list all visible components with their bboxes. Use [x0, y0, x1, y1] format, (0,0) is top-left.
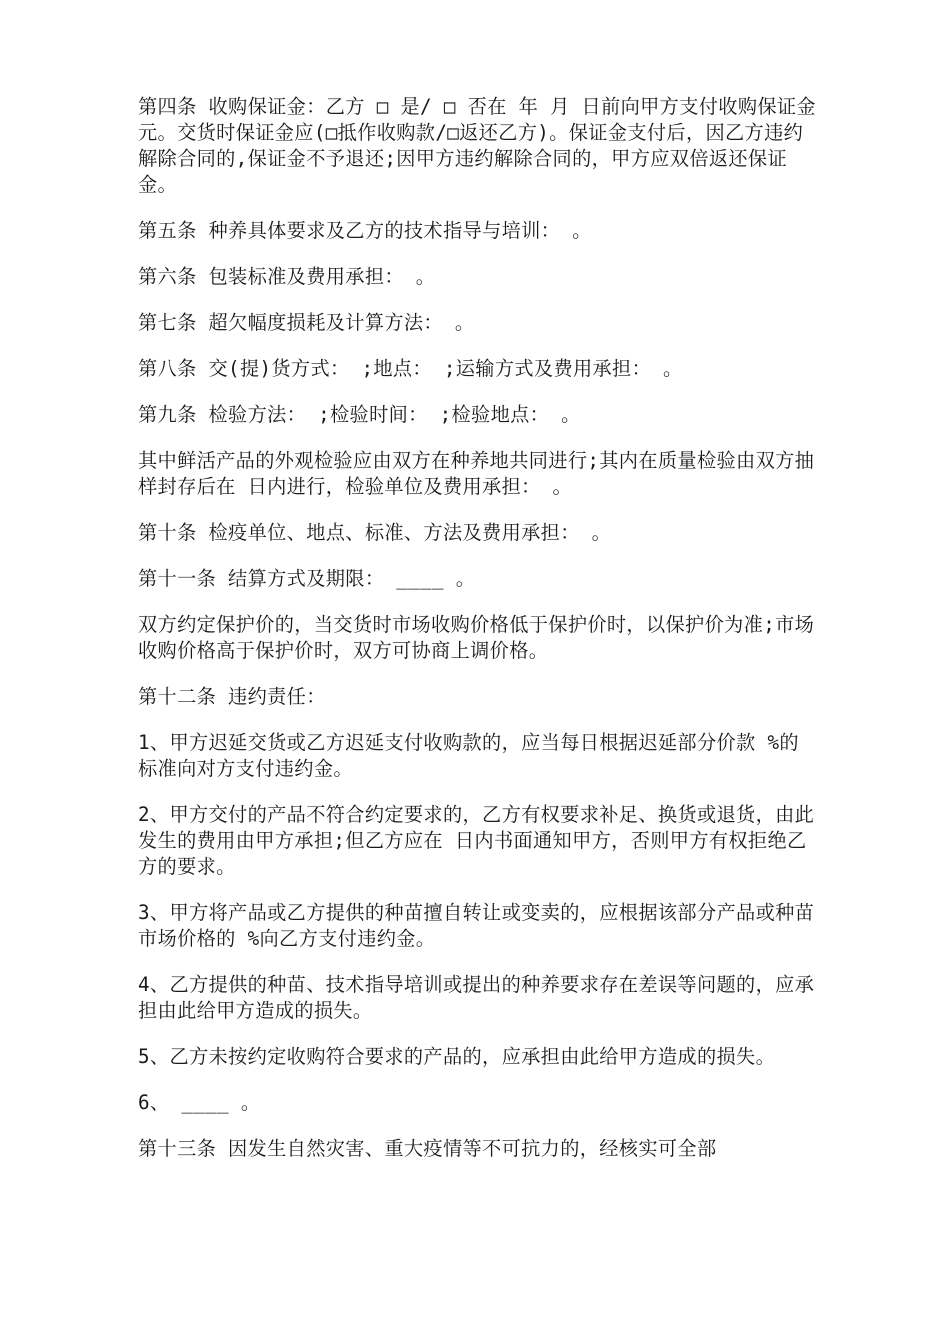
liability-item-1: 1、甲方迟延交货或乙方迟延支付收购款的，应当每日根据迟延部分价款 %的标准向对方支付违约金。: [138, 731, 799, 780]
liability-item-3: 3、甲方将产品或乙方提供的种苗擅自转让或变卖的，应根据该部分产品或种苗市场价格的 %向乙方支付违约金。: [138, 901, 815, 950]
liability-item-5: 5、乙方未按约定收购符合要求的产品的，应承担由此给甲方造成的损失。: [138, 1045, 776, 1068]
clause-9-detail: 其中鲜活产品的外观检验应由双方在种养地共同进行;其内在质量检验由双方抽样封存后在 日内进行，检验单位及费用承担： 。: [138, 449, 815, 498]
liability-item-2: 2、甲方交付的产品不符合约定要求的，乙方有权要求补足、换货或退货，由此发生的费用由甲方承担;但乙方应在 日内书面通知甲方，否则甲方有权拒绝乙方的要求。: [138, 803, 815, 878]
clause-4-deposit: 第四条 收购保证金：乙方 □ 是/ □ 否在 年 月 日前向甲方支付收购保证金 元。交货时保证金应(□抵作收购款/□返还乙方)。保证金支付后，因乙方违约解除合同的,保证金不予退还;因甲方违约解除合同的，甲方应双倍返还保证金。: [138, 95, 828, 196]
clause-6-packaging: 第六条 包装标准及费用承担： 。: [138, 265, 436, 288]
clause-8-delivery: 第八条 交(提)货方式： ;地点： ;运输方式及费用承担： 。: [138, 357, 683, 380]
clause-9-inspection: 第九条 检验方法： ;检验时间： ;检验地点： 。: [138, 403, 581, 426]
clause-7-loss: 第七条 超欠幅度损耗及计算方法： 。: [138, 311, 475, 334]
liability-item-6: 6、 ____ 。: [138, 1091, 261, 1114]
clause-11-settlement: 第十一条 结算方式及期限： ____ 。: [138, 567, 476, 590]
clause-10-quarantine: 第十条 检疫单位、地点、标准、方法及费用承担： 。: [138, 521, 612, 544]
liability-item-4: 4、乙方提供的种苗、技术指导培训或提出的种养要求存在差误等问题的，应承担由此给甲方造成的损失。: [138, 973, 815, 1022]
document-body: [138, 94, 828, 1182]
clause-12-liability-heading: 第十二条 违约责任：: [138, 685, 326, 708]
clause-11-protection-price: 双方约定保护价的，当交货时市场收购价格低于保护价时，以保护价为准;市场收购价格高于保护价时，双方可协商上调价格。: [138, 613, 815, 662]
clause-13-force-majeure: 第十三条 因发生自然灾害、重大疫情等不可抗力的，经核实可全部: [138, 1137, 717, 1160]
clause-5-requirements: 第五条 种养具体要求及乙方的技术指导与培训： 。: [138, 219, 592, 242]
